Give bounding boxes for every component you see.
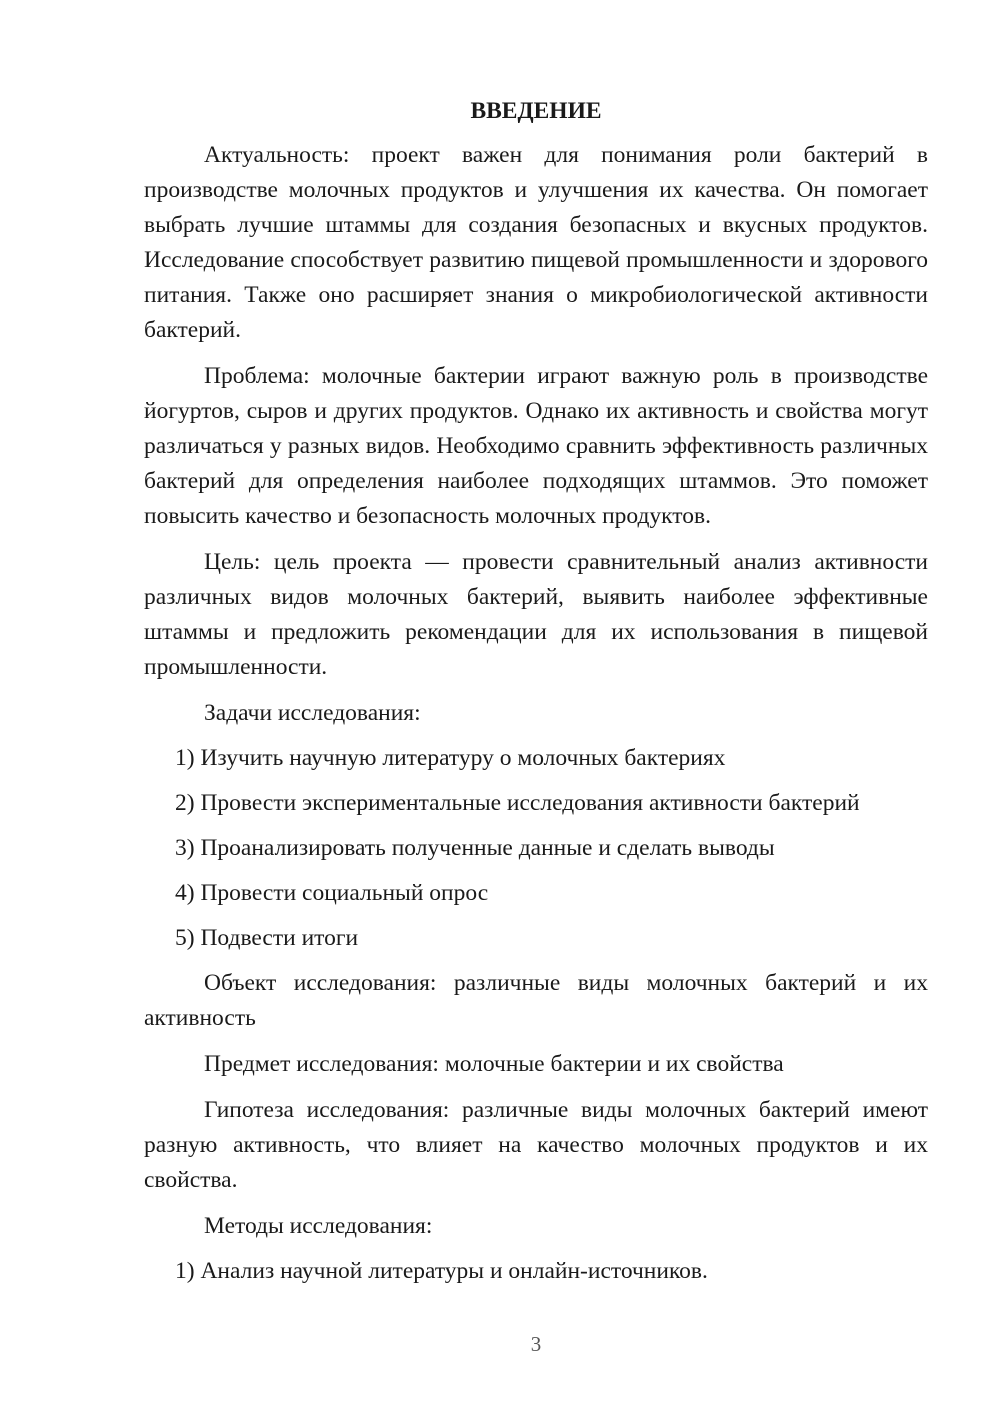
list-item: 1) Изучить научную литературу о молочных бактериях [175, 745, 726, 771]
methods-list [144, 1254, 928, 1289]
tasks-heading: Задачи исследования: [204, 700, 421, 726]
methods-heading: Методы исследования: [204, 1213, 433, 1239]
list-item: 5) Подвести итоги [175, 925, 359, 951]
list-item: 3) Проанализировать полученные данные и сделать выводы [175, 835, 775, 861]
page-number: 3 [530, 1332, 542, 1356]
relevance-paragraph: Актуальность: проект важен для понимания роли бактерий в производстве молочных продуктов и улучшения их качества. Он помогает выбрать лучшие штаммы для создания безопасных и вкусных продуктов. Исследование способствует развитию пищевой промышленности и здорового питания. Также оно расширяет знания о микробиологической активности бактерий. [144, 142, 928, 343]
page-title: ВВЕДЕНИЕ [470, 98, 602, 124]
object-paragraph: Объект исследования: различные виды молочных бактерий и их активность [144, 970, 928, 1031]
tasks-list [144, 741, 928, 956]
problem-paragraph: Проблема: молочные бактерии играют важную роль в производстве йогуртов, сыров и других продуктов. Однако их активность и свойства могут различаться у разных видов. Необходимо сравнить эффективность различных бактерий для определения наиболее подходящих штаммов. Это поможет повысить качество и безопасность молочных продуктов. [144, 363, 928, 529]
hypothesis-paragraph: Гипотеза исследования: различные виды молочных бактерий имеют разную активность, что влияет на качество молочных продуктов и их свойства. [144, 1097, 928, 1193]
list-item: 2) Провести экспериментальные исследования активности бактерий [175, 790, 860, 816]
list-item: 1) Анализ научной литературы и онлайн-источников. [175, 1258, 708, 1284]
subject-paragraph: Предмет исследования: молочные бактерии и их свойства [204, 1051, 784, 1077]
page-content [144, 94, 928, 1299]
goal-paragraph: Цель: цель проекта — провести сравнительный анализ активности различных видов молочных бактерий, выявить наиболее эффективные штаммы и предложить рекомендации для их использования в пищевой промышленности. [144, 549, 928, 680]
list-item: 4) Провести социальный опрос [175, 880, 489, 906]
